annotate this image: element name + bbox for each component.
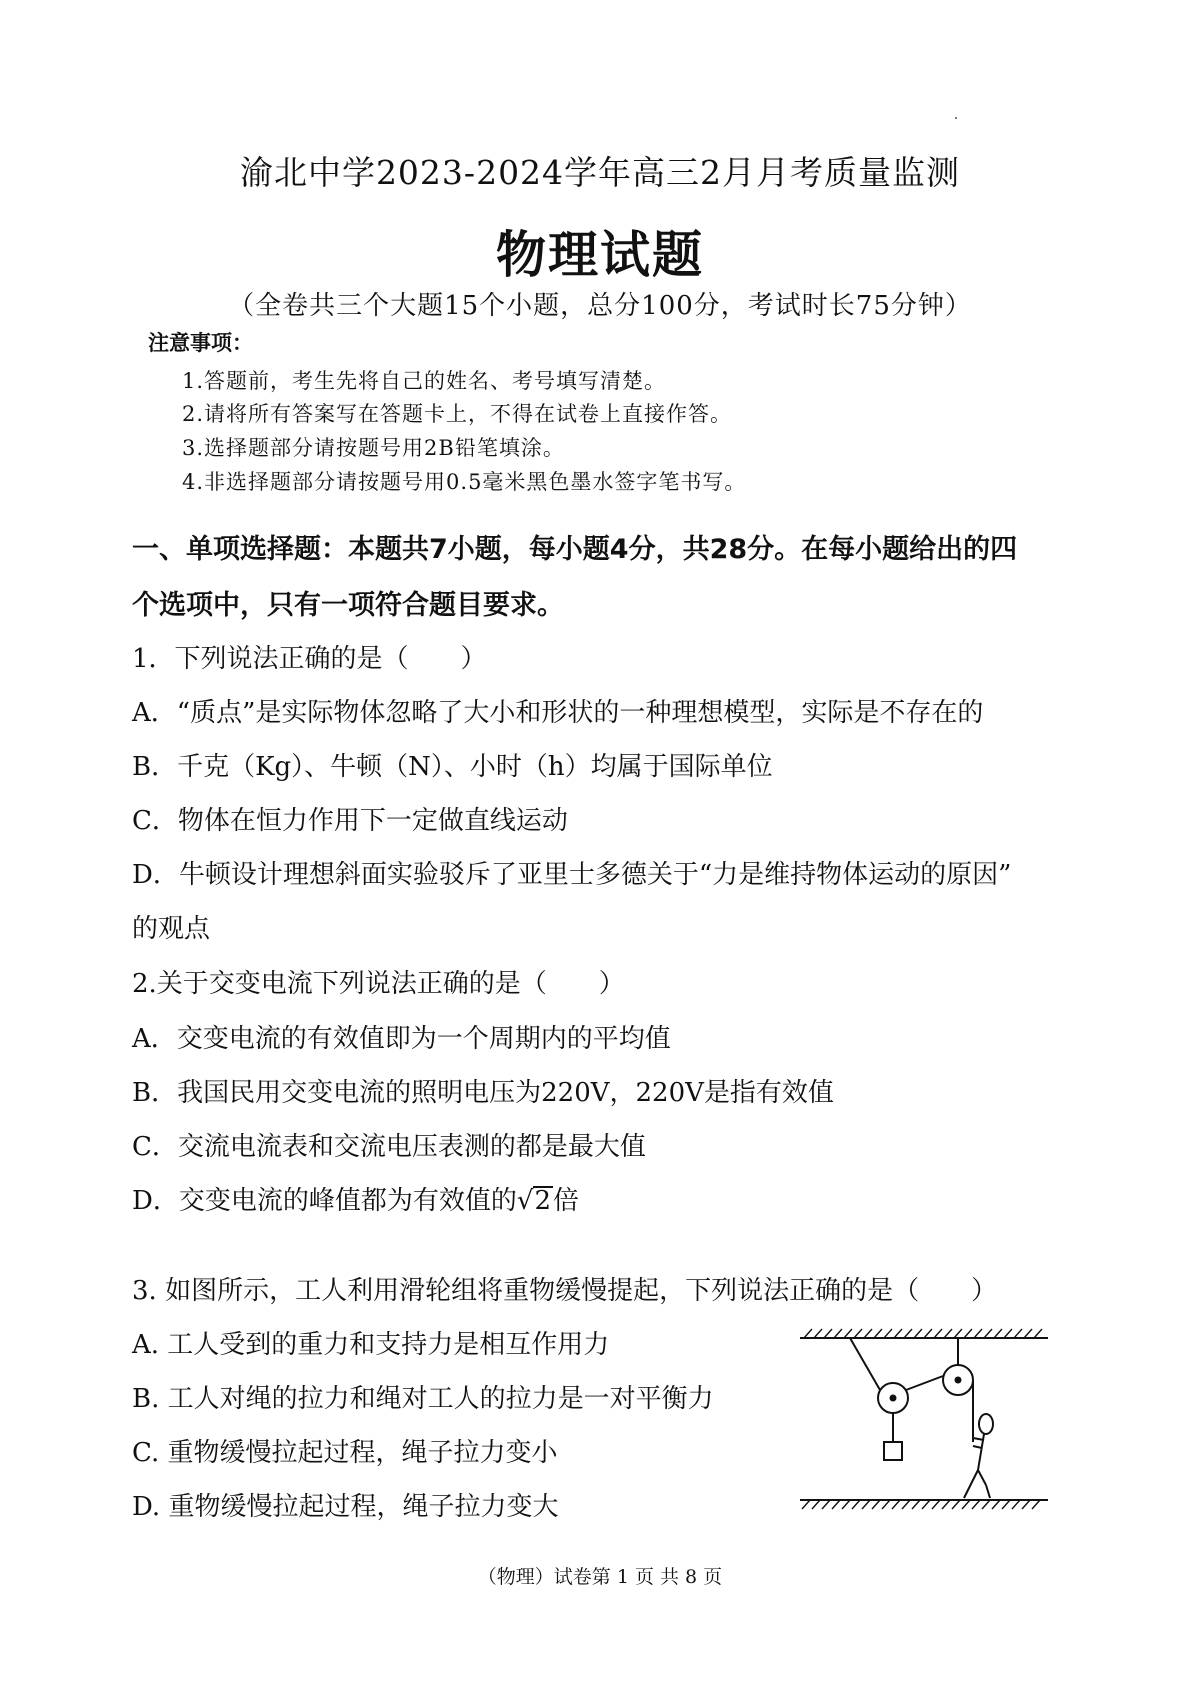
worker-figure — [964, 1414, 993, 1498]
school-exam-line: 渝北中学2023-2024学年高三2月月考质量监测 — [239, 153, 961, 192]
question-2-stem: 2.关于交变电流下列说法正确的是（ ） — [132, 969, 625, 999]
sqrt-symbol: √2 — [516, 1186, 551, 1216]
question-3-option-d: D. 重物缓慢拉起过程，绳子拉力变大 — [132, 1492, 559, 1522]
notice-heading: 注意事项： — [148, 331, 253, 355]
ceiling-hatch — [804, 1329, 1042, 1338]
movable-pulley-axle — [891, 1396, 896, 1401]
weight-box — [884, 1442, 902, 1460]
notice-item: 2.请将所有答案写在答题卡上，不得在试卷上直接作答。 — [182, 402, 733, 426]
notice-item: 3.选择题部分请按题号用2B铅笔填涂。 — [182, 436, 565, 460]
question-3-option-c: C. 重物缓慢拉起过程，绳子拉力变小 — [132, 1438, 558, 1468]
question-1-stem: 1．下列说法正确的是（ ） — [132, 644, 487, 674]
question-2-option-d-suffix: 倍 — [552, 1186, 579, 1216]
section-heading: 一、单项选择题：本题共7小题，每小题4分，共28分。在每小题给出的四 — [132, 534, 1018, 565]
question-2-option-d-text: D．交变电流的峰值都为有效值的 — [132, 1186, 517, 1216]
exam-info-line: （全卷共三个大题15个小题，总分100分，考试时长75分钟） — [228, 291, 972, 321]
notice-item: 1.答题前，考生先将自己的姓名、考号填写清楚。 — [182, 369, 667, 393]
notice-item: 4.非选择题部分请按题号用0.5毫米黑色墨水签字笔书写。 — [182, 470, 747, 494]
ground-hatch — [802, 1500, 1040, 1509]
rope-segment — [850, 1338, 880, 1390]
page-title: 物理试题 — [496, 226, 704, 284]
section-heading-cont: 个选项中，只有一项符合题目要求。 — [132, 590, 564, 621]
question-3-option-b: B. 工人对绳的拉力和绳对工人的拉力是一对平衡力 — [132, 1384, 714, 1414]
question-1-option-d-cont: 的观点 — [132, 914, 211, 944]
question-1-option-a: A．“质点”是实际物体忽略了大小和形状的一种理想模型，实际是不存在的 — [132, 698, 984, 728]
rope-segment — [906, 1376, 943, 1390]
sqrt-radicand: 2 — [534, 1186, 551, 1216]
question-2-option-c: C．交流电流表和交流电压表测的都是最大值 — [132, 1132, 646, 1162]
question-1-option-c: C．物体在恒力作用下一定做直线运动 — [132, 806, 568, 836]
question-3-stem: 3. 如图所示，工人利用滑轮组将重物缓慢提起，下列说法正确的是（ ） — [132, 1276, 998, 1306]
question-1-option-b: B．千克（Kg）、牛顿（N）、小时（h）均属于国际单位 — [132, 752, 773, 782]
fixed-pulley-axle — [956, 1378, 961, 1383]
question-2-option-d — [132, 1180, 579, 1217]
question-2-option-b: B．我国民用交变电流的照明电压为220V，220V是指有效值 — [132, 1078, 834, 1108]
page-footer: （物理）试卷第 1 页 共 8 页 — [477, 1566, 723, 1588]
question-3-option-a: A. 工人受到的重力和支持力是相互作用力 — [132, 1330, 610, 1360]
scan-speck — [955, 117, 957, 119]
pulley-diagram — [790, 1320, 1060, 1520]
question-2-option-a: A．交变电流的有效值即为一个周期内的平均值 — [132, 1024, 671, 1054]
question-1-option-d: D．牛顿设计理想斜面实验驳斥了亚里士多德关于“力是维持物体运动的原因” — [132, 860, 1012, 890]
